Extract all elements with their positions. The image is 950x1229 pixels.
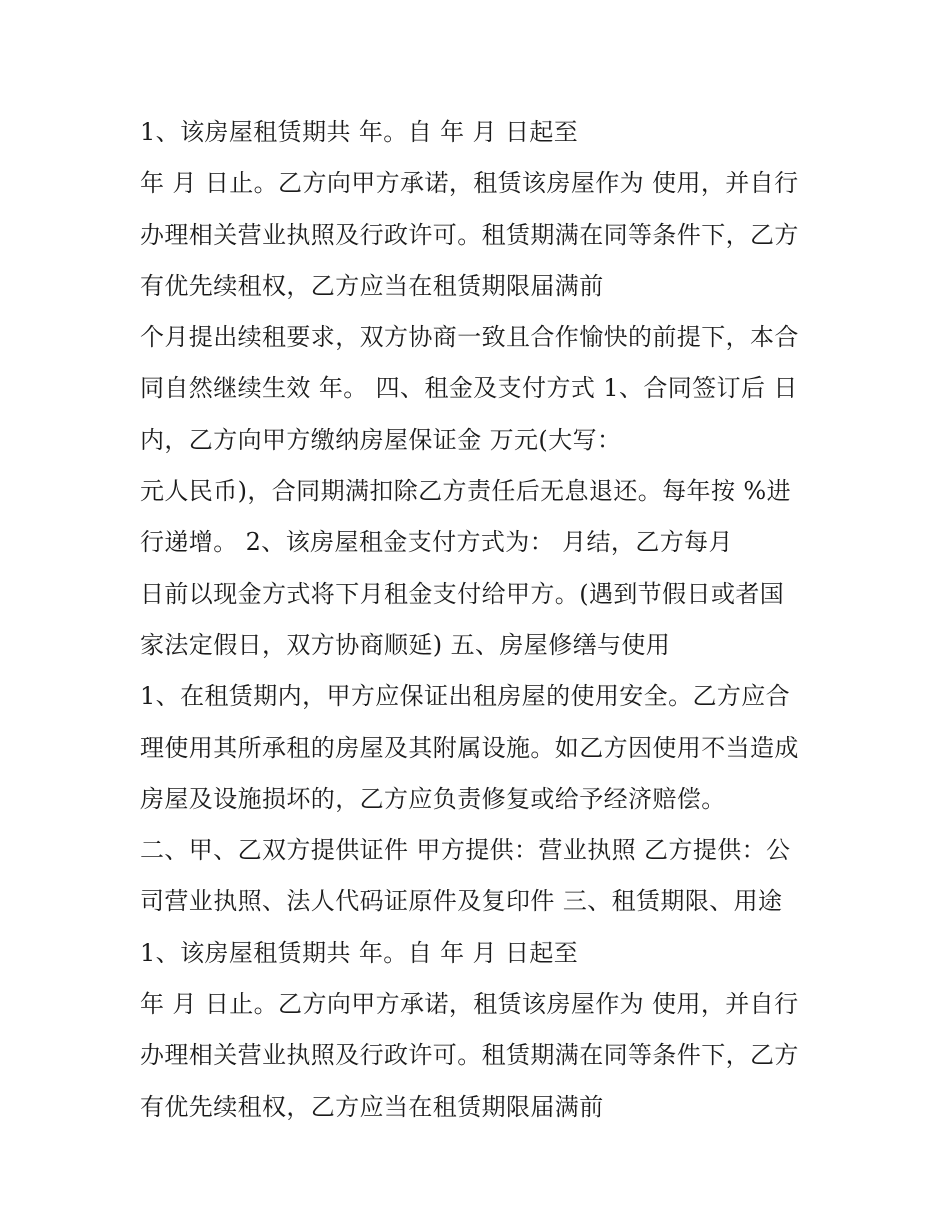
text-line: 1、在租赁期内，甲方应保证出租房屋的使用安全。乙方应合 (140, 682, 791, 711)
text-line: 有优先续租权，乙方应当在租赁期限届满前 (140, 1092, 604, 1121)
text-line: 办理相关营业执照及行政许可。租赁期满在同等条件下，乙方 (140, 1041, 799, 1070)
contract-body (140, 110, 830, 1136)
text-line: 房屋及设施损坏的，乙方应负责修复或给予经济赔偿。 (140, 784, 726, 813)
text-line: 日前以现金方式将下月租金支付给甲方。(遇到节假日或者国 (140, 579, 785, 608)
text-line: 二、甲、乙双方提供证件 甲方提供：营业执照 乙方提供：公 (140, 836, 791, 865)
text-line: 年 月 日止。乙方向甲方承诺，租赁该房屋作为 使用，并自行 (140, 990, 799, 1019)
text-line: 1、该房屋租赁期共 年。自 年 月 日起至 (140, 118, 579, 146)
text-line: 个月提出续租要求，双方协商一致且合作愉快的前提下，本合 (140, 323, 799, 352)
text-line: 办理相关营业执照及行政许可。租赁期满在同等条件下，乙方 (140, 220, 799, 249)
text-line: 1、该房屋租赁期共 年。自 年 月 日起至 (140, 938, 579, 967)
text-line: 年 月 日止。乙方向甲方承诺，租赁该房屋作为 使用，并自行 (140, 169, 799, 198)
text-line: 同自然继续生效 年。 四、租金及支付方式 1、合同签订后 日 (140, 374, 798, 403)
text-line: 行递增。 2、该房屋租金支付方式为： 月结，乙方每月 (140, 528, 733, 557)
text-line: 家法定假日，双方协商顺延) 五、房屋修缮与使用 (140, 630, 671, 659)
text-line: 理使用其所承租的房屋及其附属设施。如乙方因使用不当造成 (140, 733, 799, 762)
text-line: 元人民币)，合同期满扣除乙方责任后无息退还。每年按 %进 (140, 477, 791, 506)
text-line: 内，乙方向甲方缴纳房屋保证金 万元(大写： (140, 425, 622, 454)
text-line: 司营业执照、法人代码证原件及复印件 三、租赁期限、用途 (140, 887, 783, 916)
text-line: 有优先续租权，乙方应当在租赁期限届满前 (140, 271, 604, 300)
